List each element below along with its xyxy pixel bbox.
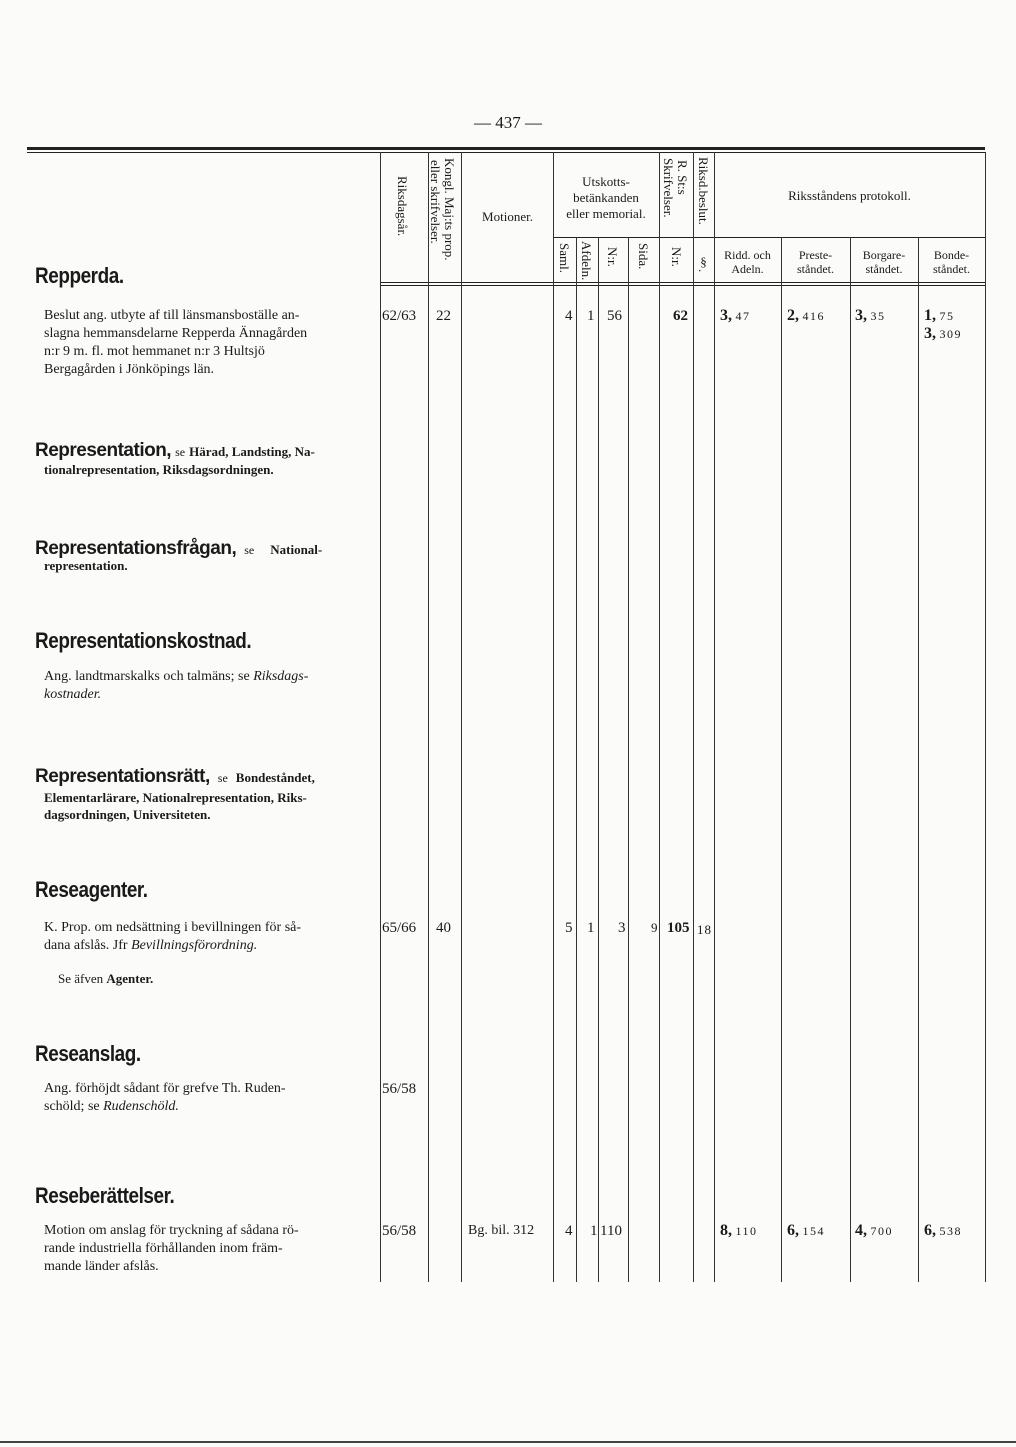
cell-ridd-page: 47: [735, 309, 751, 323]
header-rsts-line1: R. St:s: [675, 160, 690, 195]
entry-text: [44, 937, 374, 955]
header-kongl-line1: Kongl. Maj:ts prop.: [442, 158, 457, 261]
entry-text-line: Beslut ang. utbyte af till länsmansboställe an-: [44, 308, 300, 323]
cell-nr: 3: [618, 920, 626, 936]
cell-year: 65/66: [382, 920, 417, 936]
entry-text-line: mande länder afslås.: [44, 1259, 159, 1274]
header-riksdagsar: Riksdagsår.: [395, 176, 410, 237]
cross-reference[interactable]: National-: [270, 542, 323, 557]
cell-bonde-page: 75: [939, 309, 955, 323]
cross-reference[interactable]: Agenter.: [106, 971, 154, 986]
cell-borgare-page: 35: [870, 309, 886, 323]
cell-saml: 4: [565, 308, 573, 324]
subheader-borgare-line2: ståndet.: [865, 262, 903, 276]
cell-saml: 4: [565, 1223, 573, 1239]
entry-text: [44, 668, 374, 686]
cell-rsts: 105: [667, 920, 690, 936]
entry-representationsfragan: [35, 538, 322, 560]
subheader-ridd-line1: Ridd. och: [724, 248, 771, 262]
see-also: [58, 971, 153, 987]
subheader-preste-line2: ståndet.: [797, 262, 834, 276]
subheader-bonde-line1: Bonde-: [933, 248, 970, 262]
bottom-rule: [0, 1441, 1016, 1443]
entry-heading-reseagenter: Reseagenter.: [35, 877, 148, 902]
cell-preste-page: 154: [802, 1224, 825, 1238]
cell-sida: 9: [651, 920, 658, 935]
cross-reference: [44, 686, 101, 704]
cell-preste-page: 416: [802, 309, 825, 323]
cross-reference[interactable]: dagsordningen, Universiteten.: [44, 807, 211, 822]
col-line: [380, 152, 381, 1282]
entry-heading-representationsratt: Representationsrätt,: [35, 766, 210, 787]
cell-borgare-page: 700: [870, 1224, 893, 1238]
subheader-paragraph: §.: [696, 254, 711, 273]
entry-representation: [35, 440, 315, 462]
cell-year: 56/58: [382, 1081, 417, 1097]
entry-heading-representationskostnad: Representationskostnad.: [35, 628, 252, 653]
cell-nr: 110: [600, 1223, 622, 1239]
subheader-nr: N:r.: [605, 247, 620, 267]
cell-afd: 1: [587, 308, 595, 324]
entry-text-line: Bergagården i Jönköpings län.: [44, 362, 215, 377]
cell-borgare: [855, 1222, 893, 1241]
entry-representationsratt: [35, 766, 315, 788]
cell-prop: 40: [436, 920, 451, 936]
col-line: [714, 152, 715, 1282]
cross-reference[interactable]: Elementarlärare, Nationalrepresentation, Riks-: [44, 790, 307, 805]
entry-heading-repperda: Repperda.: [35, 263, 124, 288]
entry-text-line: slagna hemmansdelarne Repperda Ännagården: [44, 326, 308, 341]
entry-text-line: Ang. förhöjdt sådant för grefve Th. Ruden-: [44, 1081, 286, 1096]
col-line: [781, 237, 782, 1282]
cell-preste: [787, 1222, 825, 1241]
entry-text-line: Ang. landtmarskalks och talmäns; se: [44, 669, 250, 684]
cell-prop: 22: [436, 308, 451, 324]
see-label: se: [217, 771, 228, 785]
subheader-ridd-line2: Adeln.: [731, 262, 764, 276]
cell-rsts: 62: [673, 308, 688, 324]
cell-bonde-vol: 1,: [924, 307, 936, 324]
header-utskotts-line2: betänkanden: [573, 190, 639, 205]
cross-reference[interactable]: Riksdags-: [253, 669, 309, 684]
col-line: [659, 152, 660, 1282]
cross-reference-text[interactable]: kostnader.: [44, 687, 102, 702]
cell-ridd-page: 110: [735, 1224, 758, 1238]
top-rule-thin: [27, 152, 985, 153]
cell-ridd: [720, 307, 751, 326]
cell-preste: [787, 307, 825, 326]
subheader-bonde-line2: ståndet.: [933, 262, 970, 276]
cell-borgare: [855, 307, 886, 326]
col-line: [985, 152, 986, 1282]
col-line: [628, 237, 629, 1282]
cell-borgare-vol: 4,: [855, 1222, 867, 1239]
top-rule-thick: [27, 147, 985, 150]
cell-borgare-vol: 3,: [855, 307, 867, 324]
cell-ridd-vol: 8,: [720, 1222, 732, 1239]
cross-reference[interactable]: representation.: [44, 558, 128, 573]
header-riksd-beslut: Riksd.beslut.: [696, 157, 711, 225]
cross-reference[interactable]: tionalrepresentation, Riksdagsordningen.: [44, 462, 274, 477]
subheader-rsts-nr: N:r.: [669, 247, 684, 267]
header-rsts-line2: Skrifvelser.: [661, 158, 676, 218]
header-utskotts-line3: eller memorial.: [566, 206, 646, 221]
subheader-preste-line1: Preste-: [798, 248, 833, 262]
entry-text: [44, 1098, 374, 1116]
header-motioner: Motioner.: [482, 209, 533, 224]
entry-text-line: rande industriella förhållanden inom främ-: [44, 1241, 283, 1256]
header-kongl-line2: eller skrifvelser.: [428, 160, 443, 244]
cell-bonde: [924, 1222, 962, 1241]
header-utskotts-line1: Utskotts-: [582, 174, 630, 189]
cell-ridd: [720, 1222, 758, 1241]
col-line: [576, 237, 577, 1282]
entry-text-line: schöld; se: [44, 1099, 100, 1114]
cell-afd: 1: [587, 920, 595, 936]
cell-preste-vol: 6,: [787, 1222, 799, 1239]
cell-afd: 1: [590, 1223, 598, 1239]
cross-reference[interactable]: Bondeståndet,: [235, 770, 315, 785]
cell-year: 56/58: [382, 1223, 417, 1239]
cell-motion: Bg. bil. 312: [468, 1223, 535, 1238]
entry-text-line: K. Prop. om nedsättning i bevillningen för så-: [44, 920, 302, 935]
entry-text-line: Motion om anslag för tryckning af sådana rö-: [44, 1223, 299, 1238]
subheader-saml: Saml.: [557, 243, 572, 273]
col-line: [553, 152, 554, 1282]
cell-bonde: [924, 307, 955, 326]
cell-ridd-vol: 3,: [720, 307, 732, 324]
cell-bonde-vol: 3,: [924, 325, 936, 342]
col-line: [598, 237, 599, 1282]
cell-year: 62/63: [382, 308, 417, 324]
entry-heading-representation: Representation,: [35, 440, 172, 461]
col-line: [428, 152, 429, 1282]
col-line: [693, 152, 694, 1282]
cross-reference[interactable]: Rudenschöld.: [103, 1099, 179, 1114]
entry-text-line: n:r 9 m. fl. mot hemmanet n:r 3 Hultsjö: [44, 344, 265, 359]
cell-preste-vol: 2,: [787, 307, 799, 324]
cross-reference[interactable]: Härad, Landsting, Na-: [189, 444, 315, 459]
col-line: [918, 237, 919, 1282]
col-line: [850, 237, 851, 1282]
subheader-borgare-line1: Borgare-: [862, 248, 906, 262]
header-protokoll: Riksståndens protokoll.: [788, 188, 911, 203]
cell-bonde-page: 309: [939, 327, 962, 341]
page-number: — 437 —: [474, 113, 542, 132]
entry-text-line: dana afslås. Jfr: [44, 938, 128, 953]
cell-saml: 5: [565, 920, 573, 936]
subheader-afdeln: Afdeln.: [579, 241, 594, 281]
cell-bonde-page: 538: [939, 1224, 962, 1238]
see-label: se: [244, 543, 255, 557]
cell-paragraph: 18: [697, 922, 712, 937]
see-also-label: Se äfven: [58, 971, 104, 986]
subheader-sida: Sida.: [636, 243, 651, 270]
cross-reference[interactable]: Bevillningsförordning.: [131, 938, 258, 953]
header-rule: [380, 282, 985, 283]
col-line: [461, 152, 462, 1282]
entry-heading-representationsfragan: Representationsfrågan,: [35, 538, 237, 559]
cell-nr: 56: [607, 308, 622, 324]
entry-heading-reseanslag: Reseanslag.: [35, 1041, 141, 1066]
entry-heading-reseberattelser: Reseberättelser.: [35, 1183, 175, 1208]
cell-bonde-vol: 6,: [924, 1222, 936, 1239]
see-label: se: [175, 445, 186, 459]
header-rule-2: [380, 285, 985, 286]
cell-bonde: [924, 325, 962, 344]
subheader-rule: [553, 237, 985, 238]
